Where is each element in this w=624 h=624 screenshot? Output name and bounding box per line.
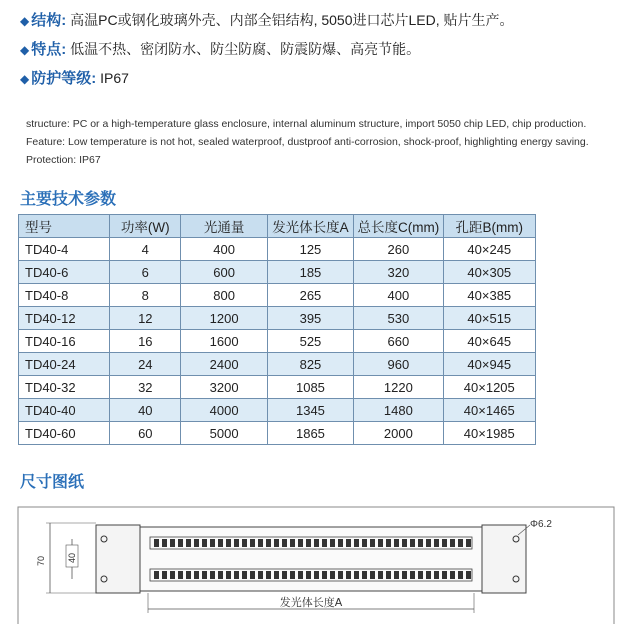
led-chip (314, 539, 319, 547)
led-chip (394, 571, 399, 579)
cell: 185 (267, 261, 353, 284)
cell: 1480 (354, 399, 443, 422)
cell: TD40-4 (19, 238, 110, 261)
cell: 40×1205 (443, 376, 535, 399)
spec-feature-cn (20, 38, 420, 59)
led-chip (234, 571, 239, 579)
led-chip (186, 539, 191, 547)
table-row (19, 261, 536, 284)
led-chip (258, 539, 263, 547)
cell: TD40-24 (19, 353, 110, 376)
cell: 8 (110, 284, 181, 307)
length-a-label: 发光体长度A (279, 596, 343, 609)
led-chip (314, 571, 319, 579)
cell: 265 (267, 284, 353, 307)
led-chip (362, 539, 367, 547)
dimension-drawing (0, 495, 624, 624)
cell: 1600 (181, 330, 267, 353)
led-chip (418, 571, 423, 579)
cell: TD40-32 (19, 376, 110, 399)
led-chip (370, 571, 375, 579)
led-chip (250, 539, 255, 547)
cell: 5000 (181, 422, 267, 445)
cell: TD40-16 (19, 330, 110, 353)
table-header-row (19, 215, 536, 238)
led-chip (234, 539, 239, 547)
diamond-bullet-icon: ◆ (20, 43, 30, 57)
table-row (19, 422, 536, 445)
led-chip (402, 571, 407, 579)
cell: 530 (354, 307, 443, 330)
led-chip (170, 571, 175, 579)
spec-label: structure: (26, 118, 70, 130)
col-header: 孔距B(mm) (443, 215, 535, 238)
led-chip (434, 571, 439, 579)
led-chip (202, 571, 207, 579)
led-chip (210, 571, 215, 579)
led-chip (242, 571, 247, 579)
led-chip (322, 539, 327, 547)
diamond-bullet-icon: ◆ (20, 14, 30, 28)
cell: TD40-8 (19, 284, 110, 307)
spec-table (18, 214, 536, 445)
table-row (19, 399, 536, 422)
spec-structure-en (26, 118, 586, 130)
spec-text: IP67 (79, 154, 101, 166)
led-chip (370, 539, 375, 547)
spec-label: 结构: (31, 12, 67, 29)
cell: 660 (354, 330, 443, 353)
led-chip (298, 539, 303, 547)
cell: 40×385 (443, 284, 535, 307)
led-chip (194, 539, 199, 547)
tube-body (140, 527, 482, 591)
cell: 40×245 (443, 238, 535, 261)
cell: 24 (110, 353, 181, 376)
cell: 320 (354, 261, 443, 284)
spec-protection-en (26, 154, 101, 166)
led-chip (402, 539, 407, 547)
cell: 600 (181, 261, 267, 284)
cell: 800 (181, 284, 267, 307)
led-chip (178, 571, 183, 579)
led-chip (386, 539, 391, 547)
table-row (19, 284, 536, 307)
led-chip (194, 571, 199, 579)
cell: 40×305 (443, 261, 535, 284)
cell: 40×945 (443, 353, 535, 376)
diamond-bullet-icon: ◆ (20, 72, 30, 86)
led-chip (218, 571, 223, 579)
table-row (19, 238, 536, 261)
cell: 395 (267, 307, 353, 330)
led-chip (434, 539, 439, 547)
cell: 6 (110, 261, 181, 284)
led-chip (378, 539, 383, 547)
led-chip (354, 571, 359, 579)
spec-text: 高温PC或钢化玻璃外壳、内部全铝结构, 5050进口芯片LED, 贴片生产。 (70, 12, 514, 28)
col-header: 总长度C(mm) (354, 215, 443, 238)
led-chip (394, 539, 399, 547)
led-chip (450, 539, 455, 547)
cell: 3200 (181, 376, 267, 399)
left-end-cap (96, 525, 140, 593)
spec-label: Protection: (26, 154, 77, 166)
cell: 40×645 (443, 330, 535, 353)
cell: TD40-40 (19, 399, 110, 422)
led-chip (210, 539, 215, 547)
led-chip (418, 539, 423, 547)
led-chip (458, 571, 463, 579)
spec-text: PC or a high-temperature glass enclosure, internal aluminum structure, import 5050 chip LED, chip production. (72, 118, 587, 130)
led-chip (466, 539, 471, 547)
led-chip (274, 539, 279, 547)
led-chip (226, 539, 231, 547)
table-title: 主要技术参数 (20, 189, 117, 208)
led-chip (274, 571, 279, 579)
cell: 32 (110, 376, 181, 399)
led-chip (466, 571, 471, 579)
led-chip (322, 571, 327, 579)
cell: TD40-60 (19, 422, 110, 445)
col-header: 光通量 (181, 215, 267, 238)
cell: 1085 (267, 376, 353, 399)
led-chip (282, 539, 287, 547)
led-chip (186, 571, 191, 579)
led-chip (154, 571, 159, 579)
cell: 1200 (181, 307, 267, 330)
cell: 960 (354, 353, 443, 376)
spec-feature-en (26, 136, 589, 148)
led-chip (298, 571, 303, 579)
dim-70-label: 70 (36, 555, 46, 567)
cell: 12 (110, 307, 181, 330)
led-chip (450, 571, 455, 579)
led-chip (266, 539, 271, 547)
dim-40-label: 40 (67, 552, 77, 564)
cell: 2400 (181, 353, 267, 376)
spec-label: 防护等级: (31, 70, 97, 87)
led-chip (330, 539, 335, 547)
led-chip (250, 571, 255, 579)
led-chip (346, 539, 351, 547)
led-chip (458, 539, 463, 547)
led-chip (290, 571, 295, 579)
table-row (19, 307, 536, 330)
led-chip (218, 539, 223, 547)
cell: 40×515 (443, 307, 535, 330)
spec-label: 特点: (31, 41, 67, 58)
led-chip (426, 571, 431, 579)
cell: 2000 (354, 422, 443, 445)
cell: 825 (267, 353, 353, 376)
led-chip (154, 539, 159, 547)
cell: 400 (181, 238, 267, 261)
led-chip (162, 539, 167, 547)
cell: TD40-12 (19, 307, 110, 330)
cell: 40×1465 (443, 399, 535, 422)
led-chip (282, 571, 287, 579)
cell: 525 (267, 330, 353, 353)
led-chip (178, 539, 183, 547)
drawing-title: 尺寸图纸 (20, 472, 85, 491)
spec-text: 低温不热、密闭防水、防尘防腐、防震防爆、高亮节能。 (70, 41, 421, 57)
led-chip (266, 571, 271, 579)
led-chip (442, 571, 447, 579)
led-chip (362, 571, 367, 579)
spec-label: Feature: (26, 136, 66, 148)
led-chip (354, 539, 359, 547)
col-header: 功率(W) (110, 215, 181, 238)
led-chip (410, 539, 415, 547)
cell: TD40-6 (19, 261, 110, 284)
cell: 16 (110, 330, 181, 353)
cell: 400 (354, 284, 443, 307)
led-chip (306, 571, 311, 579)
cell: 1220 (354, 376, 443, 399)
right-end-cap (482, 525, 526, 593)
table-row (19, 330, 536, 353)
spec-text: Low temperature is not hot, sealed waterproof, dustproof anti-corrosion, shock-proof, highlighting energy saving. (68, 136, 589, 148)
hole-diameter-label: Φ6.2 (530, 519, 552, 530)
led-chip (258, 571, 263, 579)
led-chip (386, 571, 391, 579)
led-chip (330, 571, 335, 579)
cell: 4 (110, 238, 181, 261)
led-chip (442, 539, 447, 547)
led-chip (202, 539, 207, 547)
led-chip (378, 571, 383, 579)
cell: 40 (110, 399, 181, 422)
led-chip (170, 539, 175, 547)
led-chip (338, 539, 343, 547)
col-header: 发光体长度A (267, 215, 353, 238)
led-chip (306, 539, 311, 547)
spec-text: IP67 (100, 70, 129, 86)
spec-structure-cn (20, 9, 514, 30)
led-chip (410, 571, 415, 579)
led-chip (426, 539, 431, 547)
led-chip (290, 539, 295, 547)
led-chip (242, 539, 247, 547)
cell: 1345 (267, 399, 353, 422)
led-chip (346, 571, 351, 579)
led-chip (162, 571, 167, 579)
led-chip (338, 571, 343, 579)
cell: 260 (354, 238, 443, 261)
col-header: 型号 (19, 215, 110, 238)
cell: 4000 (181, 399, 267, 422)
cell: 1865 (267, 422, 353, 445)
table-row (19, 353, 536, 376)
table-row (19, 376, 536, 399)
spec-protection-cn (20, 67, 129, 88)
cell: 40×1985 (443, 422, 535, 445)
led-chip (226, 571, 231, 579)
cell: 60 (110, 422, 181, 445)
cell: 125 (267, 238, 353, 261)
